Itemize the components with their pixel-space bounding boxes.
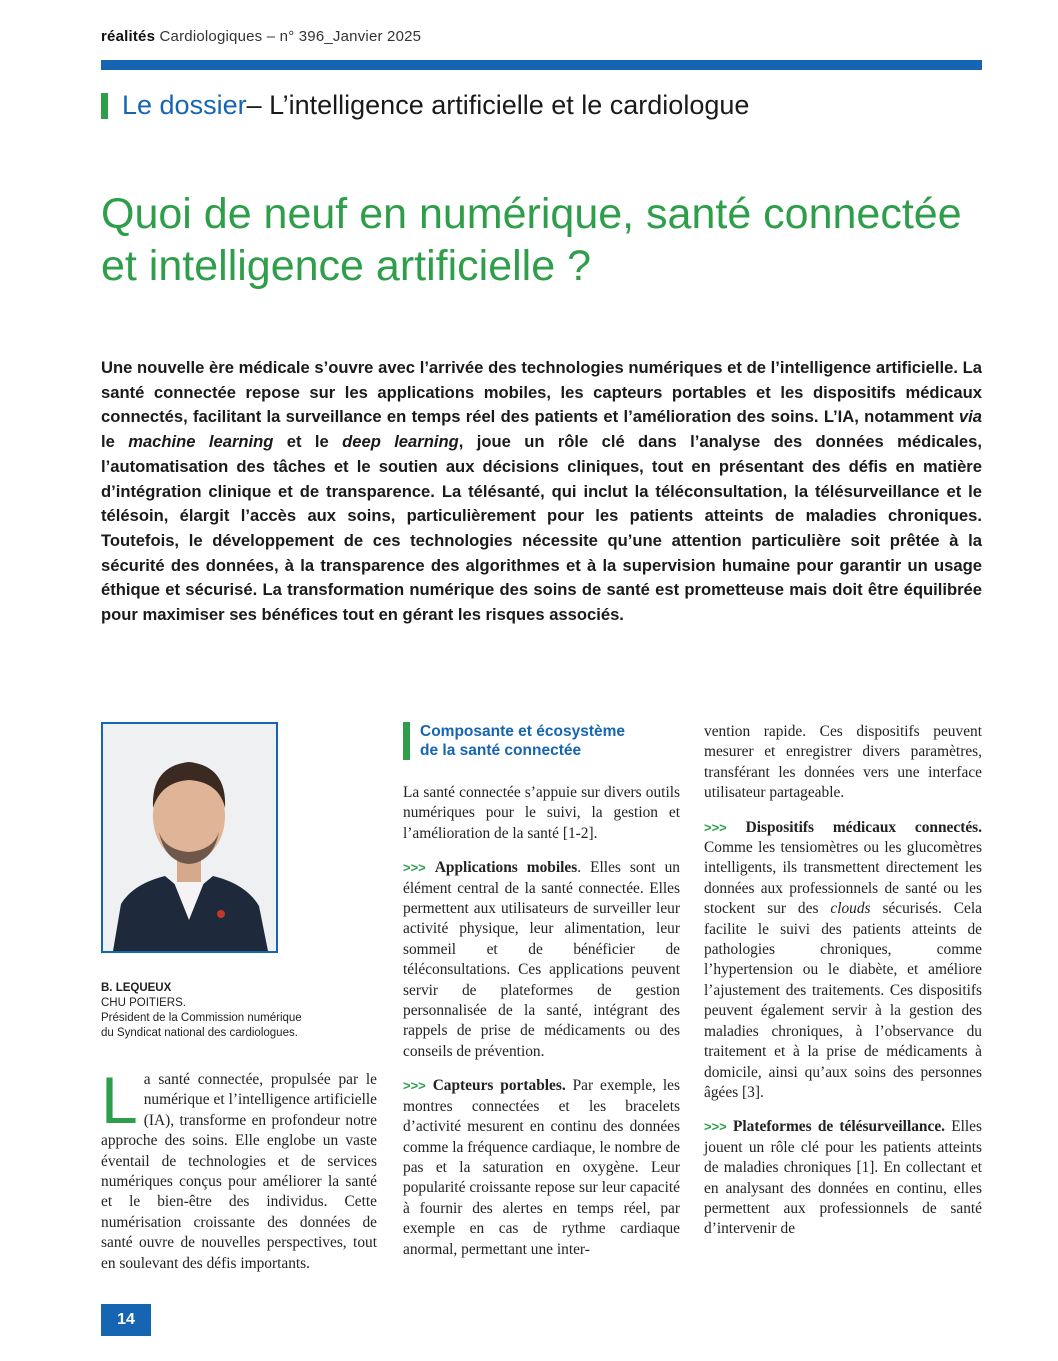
intro-text: a santé connectée, propulsée par le numérique et l’intelligence artificielle (IA), transforme en profondeur notre approche des soins. Elle englobe un vaste éventail de technologies et de services numériques conçus pour améliorer la santé et le bien-être des individus. Cette numérisation croissante des données de santé ouvre de nouvelles perspectives, tout en soulevant des défis importants.	[101, 1071, 377, 1272]
sensors-lead: Capteurs portables.	[432, 1077, 566, 1095]
paragraph-platforms	[704, 1117, 982, 1239]
platforms-text: Elles jouent un rôle clé pour les patients atteints de maladies chroniques [1]. En collectant et en analysant des données en continu, elles permettent aux professionnels de santé d’intervenir de	[704, 1118, 982, 1238]
abstract-italic-dl: deep learning	[342, 432, 459, 452]
paragraph-intro: La santé connectée s’appuie sur divers outils numériques pour le suivi, la gestion et l’amélioration de la santé [1-2].	[403, 784, 680, 842]
dossier-topic: – L’intelligence artificielle et le cardiologue	[246, 90, 750, 120]
arrow-marker: >>>	[704, 1119, 727, 1135]
abstract-italic-via: via	[958, 407, 982, 427]
author-name: B. LEQUEUX	[101, 982, 172, 994]
devices-text-1: Comme les tensiomètres ou les glucomètres intelligents, ils transmettent directement les données aux professionnels de santé ou les stockent sur des	[704, 839, 982, 918]
section-heading	[403, 722, 680, 760]
arrow-marker: >>>	[403, 860, 426, 876]
article-title: Quoi de neuf en numérique, santé connectée et intelligence artificielle ?	[101, 190, 962, 290]
author-block	[101, 981, 341, 1041]
devices-lead: Dispositifs médicaux connectés.	[745, 818, 982, 836]
journal-brand: réalités	[101, 28, 156, 45]
arrow-marker: >>>	[403, 1078, 426, 1094]
section-bar	[403, 722, 410, 760]
platforms-lead: Plateformes de télésurveillance.	[733, 1118, 945, 1136]
apps-text: . Elles sont un élément central de la santé connectée. Elles permettent aux utilisateurs de surveiller leur activité physique, leur alimentation, leur sommeil et de bénéficier de téléconsultations. Ces applications peuvent servir de plateformes de gestion personnalisée de la santé, intégrant des rappels de prise de médicaments ou des conseils de prévention.	[403, 859, 680, 1060]
paragraph-apps	[403, 858, 680, 1062]
abstract-italic-ml: machine learning	[128, 432, 274, 452]
dossier-bar	[101, 93, 108, 119]
author-role-line-2: du Syndicat national des cardiologues.	[101, 1027, 298, 1039]
apps-lead: Applications mobiles	[434, 859, 578, 877]
paragraph-devices	[704, 818, 982, 1104]
journal-issue: Cardiologiques – n° 396_Janvier 2025	[155, 28, 422, 45]
body-column-3	[704, 722, 982, 1254]
arrow-marker: >>>	[704, 819, 727, 835]
devices-text-2: sécurisés. Cela facilite le suivi des patients atteints de pathologies chroniques, comme l’hypertension ou le diabète, et améliore l’ajustement des traitements. Ces dispositifs peuvent également servir à la gestion des maladies chroniques, à l’observance du traitement et à la prise de médicaments à domicile, ainsi qu’aux soins des personnes âgées [3].	[704, 900, 982, 1101]
paragraph-continuation: vention rapide. Ces dispositifs peuvent mesurer et enregistrer divers paramètres, transférant les données vers une interface utilisateur partageable.	[704, 723, 982, 802]
article-abstract	[101, 356, 982, 628]
abstract-text: et le	[273, 432, 343, 452]
dossier-label: Le dossier	[122, 90, 247, 120]
section-title-line-1: Composante et écosystème	[420, 723, 626, 740]
section-title-line-2: de la santé connectée	[420, 742, 582, 759]
drop-cap: L	[101, 1063, 138, 1137]
author-photo	[101, 722, 278, 953]
abstract-text: Une nouvelle ère médicale s’ouvre avec l’arrivée des technologies numériques et de l’intelligence artificielle. La santé connectée repose sur les applications mobiles, les capteurs portables et les dispositifs médicaux connectés, facilitant la surveillance en temps réel des patients et l’amélioration des soins. L’IA, notamment	[101, 358, 982, 427]
abstract-text: le	[101, 432, 129, 452]
sensors-text: Par exemple, les montres connectées et les bracelets d’activité mesurent en continu des données comme la fréquence cardiaque, le nombre de pas et la saturation en oxygène. Leur popularité croissante repose sur leur capacité à fournir des alertes en temps réel, par exemple en cas de rythme cardiaque anormal, permettant une inter-	[403, 1077, 680, 1258]
page-number: 14	[101, 1304, 151, 1336]
author-portrait	[103, 724, 276, 951]
header-rule	[101, 60, 982, 70]
journal-header	[101, 28, 421, 45]
intro-column	[101, 1063, 377, 1274]
dossier-heading	[101, 90, 749, 121]
paragraph-sensors	[403, 1076, 680, 1260]
author-affiliation: CHU POITIERS.	[101, 997, 186, 1009]
abstract-text: , joue un rôle clé dans l’analyse des données médicales, l’automatisation des tâches et le soutien aux décisions cliniques, tout en présentant des défis en matière d’intégration clinique et de transparence. La télésanté, qui inclut la téléconsultation, la télésurveillance et le télésoin, élargit l’accès aux soins, particulièrement pour les patients atteints de maladies chroniques. Toutefois, le développement de ces technologies nécessite qu’une attention particulière soit prêtée à la sécurité des données, à la transparence des algorithmes et à la supervision humaine pour garantir un usage éthique et sécurisé. La transformation numérique des soins de santé est prometteuse mais doit être équilibrée pour maximiser ses bénéfices tout en gérant les risques associés.	[101, 432, 982, 625]
author-role-line-1: Président de la Commission numérique	[101, 1012, 302, 1024]
devices-italic-clouds: clouds	[830, 900, 871, 918]
body-column-2	[403, 783, 680, 1274]
